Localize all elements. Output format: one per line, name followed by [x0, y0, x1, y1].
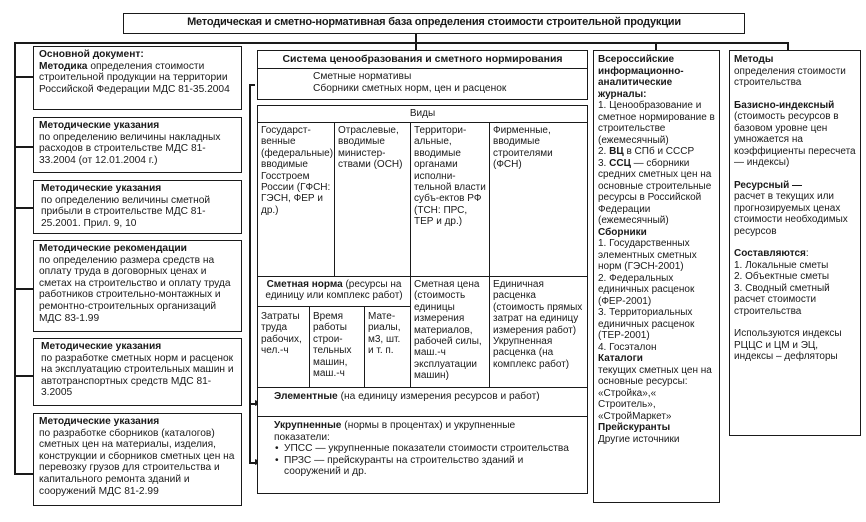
- aggregated-list: [274, 443, 571, 478]
- standards-table: [257, 105, 588, 389]
- journal-item-3-text: — сборники средних сметных цен на основные строительные ресурсы в Российской Федерации (ежемесячный): [598, 157, 712, 226]
- connector-top-horizontal: [14, 42, 788, 44]
- estimate-collections-label: Сборники сметных норм, цен и расценок: [313, 82, 507, 94]
- document-text: по разработке сметных норм и расценок на эксплуатацию строительных машин и автотранспортных средств МДС 81-3.2005: [41, 352, 234, 399]
- estimate-norm-bold: Сметная норма: [266, 279, 343, 290]
- estimate-norm-header: [258, 277, 411, 307]
- resource-text: расчет в текущих или прогнозируемых ценах стоимости необходимых ресурсов: [734, 191, 848, 237]
- document-title: Методические указания: [39, 120, 160, 131]
- collection-item: 4. Госэталон: [598, 341, 657, 353]
- composed-item: 2. Объектные сметы: [734, 271, 830, 282]
- connector-left-branch-6: [14, 473, 33, 475]
- methods-title: Методы: [734, 54, 774, 65]
- methods-subtitle: определения стоимости строительства: [734, 65, 846, 88]
- aggregated-bold: Укрупненные: [274, 420, 342, 431]
- aggregated-list-item: • ПРЗС — прейскуранты на строительство зданий и сооружений и др.: [274, 455, 571, 478]
- elementary-norms-box: [257, 387, 588, 417]
- estimate-norm-text: (ресурсы на единицу или комплекс работ): [265, 279, 403, 302]
- document-title: Основной документ:: [39, 49, 144, 60]
- catalogs-text: текущих сметных цен на основные ресурсы: «Стройка»,« Строитель», «СтройМаркет»: [598, 364, 712, 422]
- resource-title: Ресурсный —: [734, 179, 803, 191]
- aggregated-list-item: • УПСС — укрупненные показатели стоимости строительства: [274, 443, 571, 455]
- base-index-title: Базисно-индексный: [734, 99, 835, 111]
- norm-labor: Затраты труда рабочих, чел.-ч: [258, 307, 310, 418]
- journal-item-3-bold: ССЦ: [609, 157, 631, 169]
- connector-left-branch-2: [14, 146, 33, 148]
- collections-title: Сборники: [598, 226, 647, 238]
- document-card-main: [33, 46, 242, 110]
- journal-item-2-num: 2.: [598, 146, 607, 157]
- document-card-catalogs: [33, 413, 242, 506]
- document-title: Методические рекомендации: [39, 243, 187, 254]
- journals-box: [593, 50, 720, 503]
- indices-text: Используются индексы РЦЦС и ЦМ и ЭЦ, индексы – дефляторы: [734, 328, 842, 362]
- document-title: Методические указания: [41, 183, 162, 194]
- page-title: [123, 13, 745, 34]
- collection-item: 3. Территориальных единичных расценок (ТЕР-2001): [598, 307, 695, 341]
- connector-left-branch-5: [14, 375, 33, 377]
- types-header: Виды: [258, 106, 587, 123]
- type-territorial: Территори-альные, вводимые органами исполни-тельной власти субъ-ектов РФ (ТСН: ПРС, ТЕР и др.): [411, 123, 490, 277]
- aggregated-text: (нормы в процентах) и укрупненные показатели:: [274, 420, 516, 443]
- document-card-profit: [33, 180, 242, 234]
- document-lead: Методика: [39, 60, 88, 72]
- connector-left-branch-3: [14, 207, 33, 209]
- type-federal: Государст-венные (федеральные), вводимые Госстроем России (ГФСН: ГЭСН, ФЕР и др.): [258, 123, 335, 277]
- journal-item-3: [598, 158, 715, 227]
- estimate-price: Сметная цена (стоимость единицы измерения материалов, рабочей силы, маш.-ч эксплуатации машин): [411, 277, 490, 418]
- elementary-text: (на единицу измерения ресурсов и работ): [340, 391, 540, 402]
- document-card-wages: [33, 240, 242, 332]
- document-title: Методические указания: [41, 341, 162, 352]
- journal-item-2: [598, 146, 715, 158]
- journals-title: Всероссийские информационно-аналитические журналы:: [598, 54, 684, 100]
- aggregated-rate-text: Укрупненная расценка (на комплекс работ): [493, 336, 570, 370]
- composed-title: Составляются: [734, 248, 806, 259]
- document-text: по определению размера средств на оплату труда в договорных ценах и сметах на строительство и оплату труда работников строительно-монтажных и ремонтно-строительных организаций МДС 83-1.99: [39, 254, 231, 324]
- norm-machines: Время работы строи-тельных машин, маш.-ч: [310, 307, 365, 418]
- type-corporate: Фирменные, вводимые строителями (ФСН): [490, 123, 587, 277]
- methods-box: Методы определения стоимости строительства Базисно-индексный (стоимость ресурсов в базовом уровне цен умножается на коэффициенты пересчета — индексы) Ресурсный — расчет в текущих или прогнозируемых ценах стоимости необходимых ресурсов Составляются: 1. Локальные сметы 2. Объектные сметы 3. Сводный сметный расчет стоимости строительства Используются индексы РЦЦС и ЦМ и ЭЦ, индексы – дефляторы: [729, 50, 861, 436]
- connector-left-branch-1: [14, 76, 33, 78]
- connector-left-branch-4: [14, 288, 33, 290]
- page-title-text: Методическая и сметно-нормативная база определения стоимости строительной продукции: [187, 16, 681, 28]
- document-title: Методические указания: [39, 416, 160, 427]
- collection-item: 1. Государственных элементных сметных норм (ГЭСН-2001): [598, 238, 697, 272]
- other-sources: Другие источники: [598, 433, 680, 445]
- base-index-text: (стоимость ресурсов в базовом уровне цен умножается на коэффициенты пересчета — индексы): [734, 111, 856, 168]
- pricing-system-title: Система ценообразования и сметного нормирования: [258, 51, 587, 69]
- document-card-machines: [33, 338, 242, 406]
- catalogs-title: Каталоги: [598, 353, 643, 364]
- document-text: по определению величины сметной прибыли в строительстве МДС 81-25.2001. Прил. 9, 10: [41, 194, 211, 229]
- type-industry: Отраслевые, вводимые министер-ствами (ОСН): [335, 123, 411, 277]
- estimate-standards-label: Сметные нормативы: [313, 71, 412, 82]
- document-text: по разработке сборников (каталогов) сметных цен на материалы, изделия, конструкции и сборников сметных цен на перевозку грузов для строительства и капитального ремонта зданий и сооружений МДС 81-2.99: [39, 427, 235, 497]
- journal-item-1: 1. Ценообразование и сметное нормирование в строительстве (ежемесячный): [598, 100, 715, 146]
- journal-item-3-num: 3.: [598, 157, 607, 169]
- document-text: определения стоимости строительной продукции на территории Российской Федерации МДС 81-35.2004: [39, 60, 230, 95]
- composed-item: 1. Локальные сметы: [734, 259, 829, 271]
- price-lists-title: Прейскуранты: [598, 422, 671, 433]
- document-card-overhead: [33, 117, 242, 173]
- pricing-system-header-box: [257, 50, 588, 100]
- unit-rate-text: Единичная расценка (стоимость прямых затрат на единицу измерения работ): [493, 279, 583, 336]
- norm-materials-text: Мате-риалы, м3, шт. и т. п.: [368, 311, 401, 357]
- journal-item-2-bold: ВЦ: [609, 146, 624, 157]
- composed-item: 3. Сводный сметный расчет стоимости строительства: [734, 282, 830, 317]
- connector-system-vertical: [249, 84, 251, 463]
- elementary-bold: Элементные: [274, 391, 338, 402]
- connector-left-trunk: [14, 42, 16, 474]
- aggregated-norms-box: [257, 416, 588, 494]
- journal-item-2-text: в СПб и СССР: [626, 146, 695, 157]
- collection-item: 2. Федеральных единичных расценок (ФЕР-2001): [598, 272, 695, 307]
- document-text: по определению величины накладных расходов в строительстве МДС 81-33.2004 (от 12.01.2004 г.): [39, 131, 221, 166]
